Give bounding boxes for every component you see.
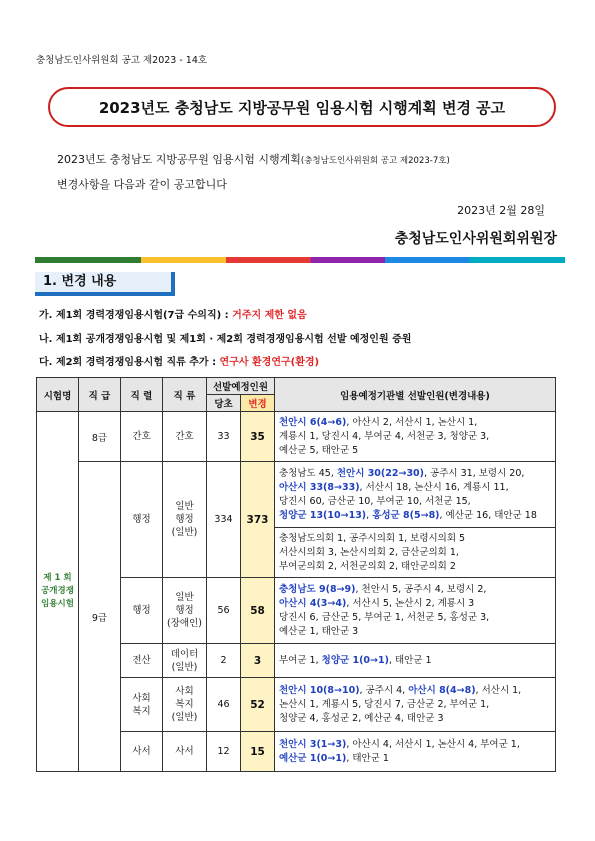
org-changed-count: 아산시 8(4→8) — [408, 684, 476, 696]
row-2-class-text-2: 행정 — [175, 605, 194, 616]
org-line — [279, 654, 551, 668]
org-line — [279, 738, 551, 752]
row-4-class-text-3: (일반) — [171, 712, 198, 723]
org-line — [279, 495, 551, 509]
recruitment-table — [36, 377, 556, 772]
row-5-class-text: 사서 — [175, 746, 194, 757]
row-3-orgs — [275, 644, 556, 678]
org-count: 예산군 5, 태안군 5 — [279, 444, 359, 456]
row-4-class — [163, 678, 207, 732]
org-count: , 아산시 2, 서산시 1, 논산시 1, — [346, 416, 478, 428]
row-1-series — [121, 462, 163, 578]
org-count: 예산군 1, 태안군 3 — [279, 625, 359, 637]
org-line — [279, 597, 551, 611]
header-exam-name: 시험명 — [37, 378, 79, 412]
row-3-class-text-2: (일반) — [171, 661, 198, 673]
row-4-series-text-2: 복지 — [132, 705, 151, 717]
header-planned: 선발예정인원 — [207, 378, 275, 395]
org-count: 부여군 1, — [279, 654, 322, 666]
change-item-a-highlight: 거주지 제한 없음 — [232, 310, 307, 321]
org-changed-count: 예산군 1(0→1) — [279, 752, 347, 764]
org-count: , 태안군 1 — [388, 654, 432, 666]
change-item-c — [39, 353, 319, 368]
row-4-series — [121, 678, 163, 732]
exam-name-line-1: 제 1 회 — [43, 573, 72, 583]
decorative-color-bar — [35, 257, 565, 263]
row-3-series — [121, 644, 163, 678]
row-5-orgs — [275, 732, 556, 772]
org-count: , 서산시 1, — [475, 684, 522, 696]
exam-name-cell — [37, 412, 79, 772]
row-2-class — [163, 578, 207, 644]
org-line — [279, 583, 551, 597]
row-3-original: 2 — [207, 644, 241, 678]
row-5-changed: 15 — [241, 732, 275, 772]
change-item-c-highlight: 연구사 환경연구(환경) — [219, 357, 320, 368]
row-4-series-text-1: 사회 — [132, 692, 151, 704]
org-line — [279, 532, 551, 546]
row-4-orgs — [275, 678, 556, 732]
notice-date: 2023년 2월 28일 — [457, 204, 545, 217]
org-count: 서산시의회 3, 논산시의회 2, 금산군의회 1, — [279, 546, 459, 558]
org-count: , 아산시 4, 서산시 1, 논산시 4, 부여군 1, — [346, 738, 520, 750]
change-item-c-text: 다. 제2회 경력경쟁임용시험 직류 추가 : — [39, 357, 220, 368]
row-1-original: 334 — [207, 462, 241, 578]
notice-number: 충청남도인사위원회 공고 제2023 - 14호 — [36, 55, 208, 66]
row-3-class — [163, 644, 207, 678]
org-changed-count: 충청남도 9(8→9) — [279, 583, 356, 595]
row-4-changed: 52 — [241, 678, 275, 732]
row-0-class — [163, 412, 207, 462]
section-heading-wrap — [35, 272, 171, 292]
row-2-orgs — [275, 578, 556, 644]
issuer-signature: 충청남도인사위원회위원장 — [394, 231, 557, 247]
org-line — [279, 416, 551, 430]
row-1-changed: 373 — [241, 462, 275, 578]
row-2-changed: 58 — [241, 578, 275, 644]
row-0-series — [121, 412, 163, 462]
org-count: , 서산시 5, 논산시 2, 계룡시 3 — [346, 597, 475, 609]
row-1-council-orgs — [275, 528, 556, 578]
change-item-b-text: 나. 제1회 공개경쟁임용시험 및 제1회 · 제2회 경력경쟁임용시험 선발 예정인원 증원 — [39, 334, 412, 345]
intro-line-1 — [57, 151, 450, 167]
org-changed-count: 천안시 6(4→6) — [279, 416, 347, 428]
org-line — [279, 712, 551, 726]
org-count: 부여군의회 2, 서천군의회 2, 태안군의회 2 — [279, 560, 456, 572]
org-count: 계룡시 1, 당진시 4, 부여군 4, 서천군 3, 청양군 3, — [279, 430, 490, 442]
header-original: 당초 — [207, 395, 241, 412]
org-line — [279, 481, 551, 495]
org-line — [279, 560, 551, 574]
org-count: , 서산시 18, 논산시 16, 계룡시 11, — [359, 481, 509, 493]
org-line — [279, 625, 551, 639]
org-line — [279, 698, 551, 712]
intro-line-1-reference: (충청남도인사위원회 공고 제2023-7호) — [300, 156, 450, 166]
section-heading: 1. 변경 내용 — [35, 272, 171, 292]
intro-line-1-main: 2023년도 충청남도 지방공무원 임용시험 시행계획 — [57, 153, 301, 166]
row-3-class-text-1: 데이터 — [170, 648, 199, 660]
org-changed-count: 천안시 3(1→3) — [279, 738, 347, 750]
row-5-series-text: 사서 — [132, 746, 151, 757]
row-1-class-text-3: (일반) — [171, 527, 198, 538]
org-changed-count: 청양군 1(0→1) — [321, 654, 389, 666]
row-0-orgs — [275, 412, 556, 462]
row-2-class-text-1: 일반 — [175, 592, 194, 603]
org-changed-count: 홍성군 8(5→8) — [372, 509, 440, 521]
row-0-class-text: 간호 — [175, 431, 194, 442]
row-2-series-text: 행정 — [132, 605, 151, 616]
exam-name-line-3: 임용시험 — [41, 599, 74, 609]
header-changed: 변경 — [241, 395, 275, 412]
org-count: , — [366, 509, 373, 521]
org-line — [279, 684, 551, 698]
row-0-changed: 35 — [241, 412, 275, 462]
row-5-original: 12 — [207, 732, 241, 772]
exam-name-line-2: 공개경쟁 — [41, 586, 74, 596]
row-5-series — [121, 732, 163, 772]
grade-8-cell: 8급 — [79, 412, 121, 462]
org-count: 논산시 1, 계룡시 5, 당진시 7, 금산군 2, 부여군 1, — [279, 698, 490, 710]
header-series: 직 렬 — [121, 378, 163, 412]
org-count: 청양군 4, 홍성군 2, 예산군 4, 태안군 3 — [279, 712, 444, 724]
org-count: , 공주시 4, — [359, 684, 409, 696]
org-line — [279, 546, 551, 560]
row-1-class — [163, 462, 207, 578]
org-line — [279, 444, 551, 458]
grade-9-cell: 9급 — [79, 462, 121, 772]
org-count: 충청남도 45, — [279, 467, 337, 479]
row-1-series-text: 행정 — [132, 514, 151, 525]
org-line — [279, 509, 551, 523]
row-1-class-text-2: 행정 — [175, 514, 194, 525]
change-item-a-text: 가. 제1회 경력경쟁임용시험(7급 수의직) : — [39, 310, 233, 321]
org-count: , 천안시 5, 공주시 4, 보령시 2, — [355, 583, 487, 595]
row-5-class — [163, 732, 207, 772]
header-orgs: 임용예정기관별 선발인원(변경내용) — [275, 378, 556, 412]
row-4-original: 46 — [207, 678, 241, 732]
org-count: 당진시 6, 금산군 5, 부여군 1, 서천군 5, 홍성군 3, — [279, 611, 490, 623]
org-changed-count: 청양군 13(10→13) — [279, 509, 367, 521]
org-line — [279, 611, 551, 625]
row-2-class-text-3: (장애인) — [167, 618, 202, 629]
change-item-a — [39, 306, 307, 321]
row-4-class-text-2: 복지 — [175, 699, 194, 710]
row-3-series-text: 전산 — [132, 655, 151, 666]
org-count: , 태안군 1 — [346, 752, 389, 764]
org-changed-count: 아산시 4(3→4) — [279, 597, 347, 609]
org-count: , 공주시 31, 보령시 20, — [424, 467, 525, 479]
page-title: 2023년도 충청남도 지방공무원 임용시험 시행계획 변경 공고 — [48, 87, 556, 127]
row-4-class-text-1: 사회 — [175, 686, 194, 697]
header-grade: 직 급 — [79, 378, 121, 412]
org-line — [279, 430, 551, 444]
org-line — [279, 467, 551, 481]
row-2-series — [121, 578, 163, 644]
org-changed-count: 천안시 30(22→30) — [336, 467, 425, 479]
row-3-changed: 3 — [241, 644, 275, 678]
header-class: 직 류 — [163, 378, 207, 412]
org-changed-count: 천안시 10(8→10) — [279, 684, 360, 696]
row-0-series-text: 간호 — [132, 431, 151, 442]
org-count: 충청남도의회 1, 공주시의회 1, 보령시의회 5 — [279, 532, 466, 544]
org-count: , 예산군 16, 태안군 18 — [439, 509, 537, 521]
org-count: 당진시 60, 금산군 10, 부여군 10, 서천군 15, — [279, 495, 471, 507]
row-1-class-text-1: 일반 — [175, 501, 194, 512]
change-item-b — [39, 330, 411, 345]
row-0-original: 33 — [207, 412, 241, 462]
org-line — [279, 752, 551, 766]
intro-line-2: 변경사항을 다음과 같이 공고합니다 — [57, 178, 227, 191]
row-2-original: 56 — [207, 578, 241, 644]
org-changed-count: 아산시 33(8→33) — [279, 481, 360, 493]
row-1-orgs — [275, 462, 556, 528]
